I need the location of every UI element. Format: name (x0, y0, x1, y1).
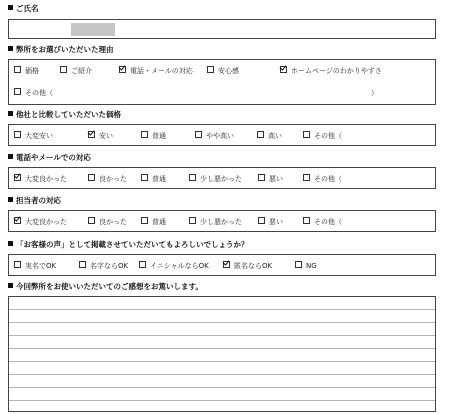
checkbox[interactable] (189, 174, 196, 181)
checkbox[interactable] (207, 66, 214, 73)
publish-option-initials[interactable]: イニシャルならOK (139, 261, 209, 271)
publish-box (8, 254, 436, 276)
price-option-slightly-high[interactable]: やや高い (195, 131, 234, 141)
name-section-title: ご氏名 (8, 4, 39, 14)
staff-section-title: 担当者の対応 (8, 196, 61, 206)
price-option-other[interactable]: その他（ (303, 131, 342, 141)
staff-option-other[interactable]: その他（ (303, 217, 342, 227)
publish-option-anonymous[interactable]: 匿名ならOK (223, 261, 272, 271)
name-field[interactable] (8, 19, 436, 39)
comment-section-title: 今回弊所をお使いいただいてのご感想をお篤いします。 (8, 282, 203, 292)
reason-section-title: 弊所をお選びいただいた理由 (8, 45, 114, 55)
publish-option-surname[interactable]: 名字ならOK (79, 261, 128, 271)
phone-box (8, 167, 436, 189)
price-section-title: 他社と比較していただいた価格 (8, 110, 121, 120)
publish-section-title: 「お客様の声」として掲載させていただいてもよろしいでしょうか？ (8, 240, 249, 250)
checkbox[interactable] (303, 131, 310, 138)
ruled-line (9, 374, 435, 375)
reason-option-other[interactable]: その他（ (14, 88, 53, 98)
checkbox-checked[interactable] (280, 66, 287, 73)
bullet-square-icon (8, 241, 13, 246)
checkbox[interactable] (189, 217, 196, 224)
ruled-line (9, 335, 435, 336)
phone-option-normal[interactable]: 普通 (141, 174, 166, 184)
phone-option-other[interactable]: その他（ (303, 174, 342, 184)
ruled-line (9, 348, 435, 349)
checkbox[interactable] (303, 217, 310, 224)
checkbox[interactable] (60, 66, 67, 73)
checkbox[interactable] (141, 174, 148, 181)
checkbox[interactable] (14, 261, 21, 268)
checkbox[interactable] (14, 88, 21, 95)
bullet-square-icon (8, 197, 13, 202)
checkbox-checked[interactable] (14, 174, 21, 181)
checkbox[interactable] (258, 174, 265, 181)
checkbox[interactable] (79, 261, 86, 268)
ruled-line (9, 387, 435, 388)
checkbox[interactable] (14, 131, 21, 138)
redacted-name (71, 23, 115, 36)
price-option-cheap[interactable]: 安い (88, 131, 113, 141)
checkbox-checked[interactable] (14, 217, 21, 224)
staff-option-good[interactable]: 良かった (88, 217, 127, 227)
checkbox[interactable] (195, 131, 202, 138)
staff-option-very-good[interactable]: 大変良かった (14, 217, 67, 227)
phone-section-title: 電話やメールでの対応 (8, 153, 91, 163)
staff-option-bad[interactable]: 悪い (258, 217, 283, 227)
phone-option-slightly-bad[interactable]: 少し悪かった (189, 174, 242, 184)
checkbox[interactable] (88, 174, 95, 181)
reason-option-price[interactable]: 価格 (14, 66, 39, 76)
checkbox[interactable] (14, 66, 21, 73)
ruled-line (9, 322, 435, 323)
staff-option-normal[interactable]: 普通 (141, 217, 166, 227)
reason-option-homepage[interactable]: ホームページのわかりやすさ (280, 66, 382, 76)
checkbox[interactable] (257, 131, 264, 138)
ruled-line (9, 309, 435, 310)
ruled-line (9, 361, 435, 362)
checkbox[interactable] (139, 261, 146, 268)
bullet-square-icon (8, 283, 13, 288)
phone-option-bad[interactable]: 悪い (258, 174, 283, 184)
reason-option-phone-email[interactable]: 電話・メールの対応 (119, 66, 193, 76)
reason-other-close: ） (371, 89, 378, 97)
checkbox-checked[interactable] (88, 131, 95, 138)
price-option-high[interactable]: 高い (257, 131, 282, 141)
checkbox[interactable] (303, 174, 310, 181)
checkbox[interactable] (258, 217, 265, 224)
bullet-square-icon (8, 46, 13, 51)
publish-option-ng[interactable]: NG (295, 261, 317, 271)
price-option-very-cheap[interactable]: 大変安い (14, 131, 53, 141)
staff-option-slightly-bad[interactable]: 少し悪かった (189, 217, 242, 227)
staff-box (8, 210, 436, 232)
ruled-line (9, 400, 435, 401)
bullet-square-icon (8, 154, 13, 159)
checkbox[interactable] (295, 261, 302, 268)
publish-option-real-name[interactable]: 実名でOK (14, 261, 56, 271)
bullet-square-icon (8, 5, 13, 10)
checkbox[interactable] (141, 217, 148, 224)
reason-option-referral[interactable]: ご紹介 (60, 66, 92, 76)
checkbox[interactable] (141, 131, 148, 138)
price-box (8, 124, 436, 146)
checkbox[interactable] (88, 217, 95, 224)
checkbox-checked[interactable] (223, 261, 230, 268)
bullet-square-icon (8, 111, 13, 116)
reason-option-trust[interactable]: 安心感 (207, 66, 239, 76)
phone-option-very-good[interactable]: 大変良かった (14, 174, 67, 184)
phone-option-good[interactable]: 良かった (88, 174, 127, 184)
comment-textarea[interactable] (8, 296, 436, 412)
price-option-normal[interactable]: 普通 (141, 131, 166, 141)
reason-box (8, 59, 436, 105)
checkbox-checked[interactable] (119, 66, 126, 73)
